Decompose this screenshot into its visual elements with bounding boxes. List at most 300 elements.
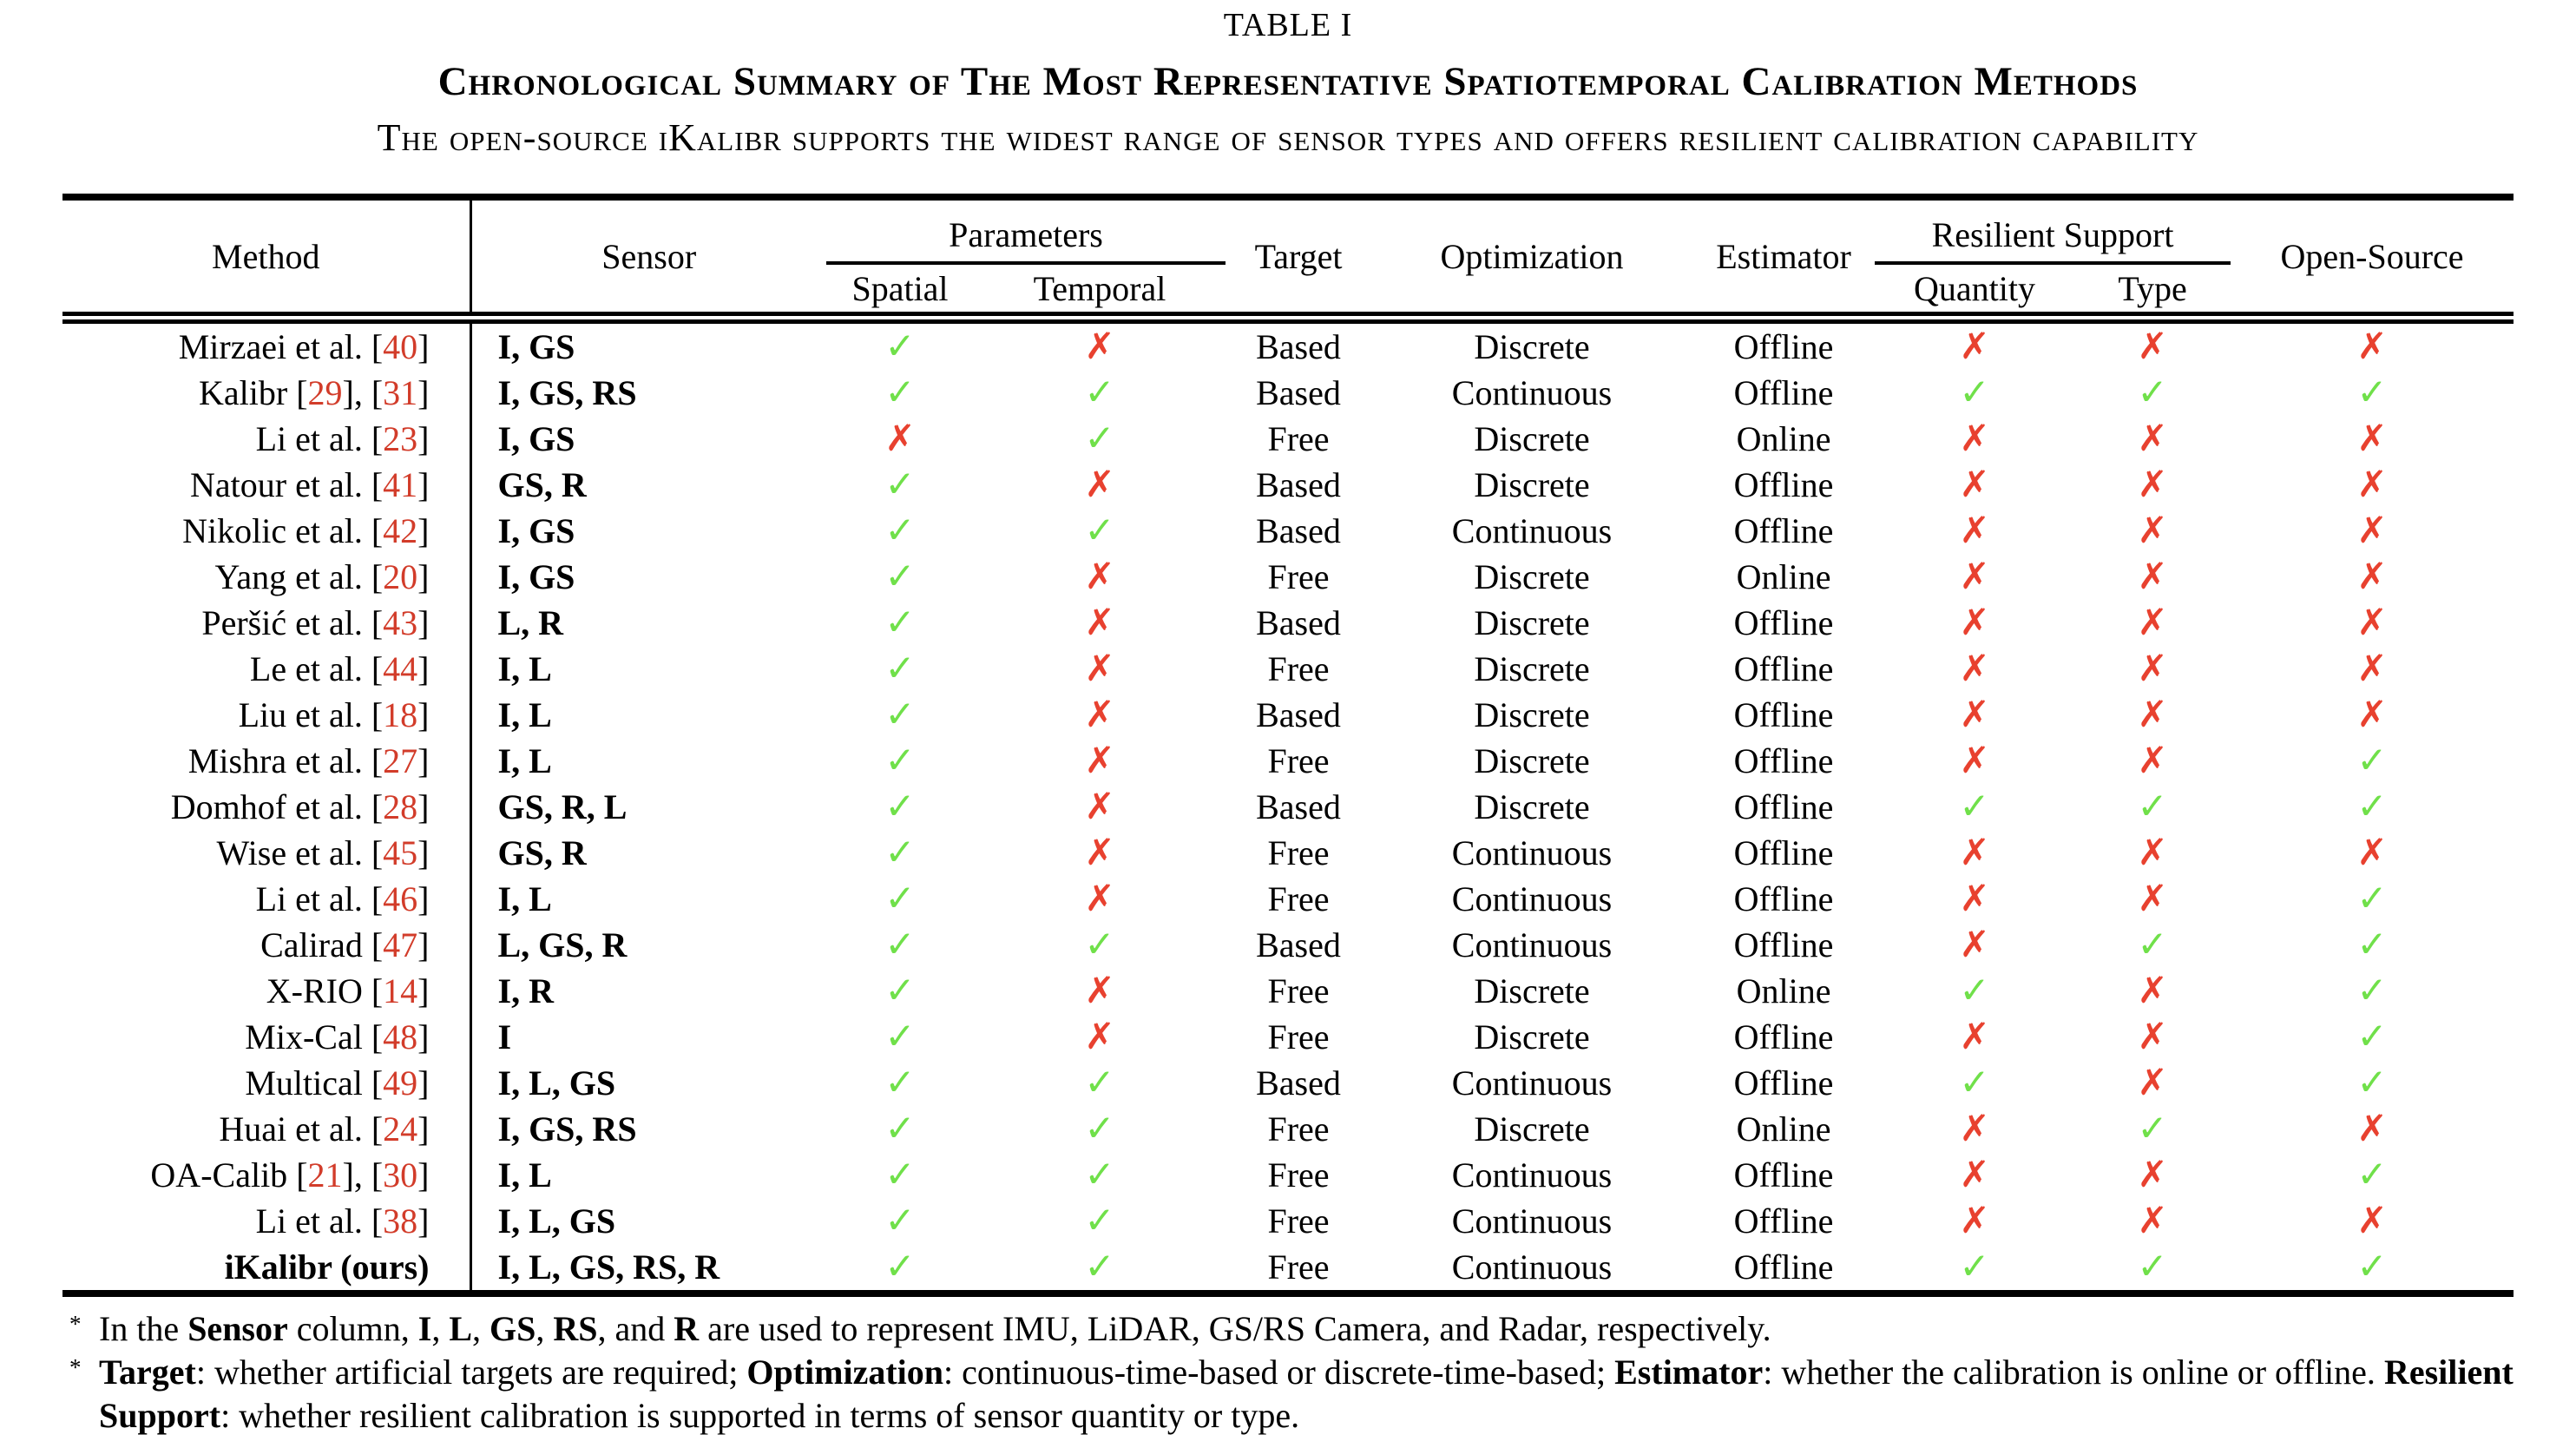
estimator-cell: Offline — [1733, 649, 1834, 688]
column-header-sensor: Sensor — [470, 197, 826, 318]
check-icon: ✓ — [884, 831, 916, 873]
optimization-cell: Continuous — [1451, 511, 1613, 550]
sensor-cell: I, GS, RS — [470, 1106, 826, 1152]
check-icon: ✓ — [2137, 1245, 2168, 1287]
check-cell — [1875, 370, 2074, 416]
check-icon: ✓ — [2356, 923, 2388, 965]
optimization-cell: Discrete — [1474, 419, 1590, 458]
check-cell — [974, 922, 1226, 968]
target-cell: Based — [1256, 695, 1341, 734]
estimator-cell: Online — [1736, 1109, 1831, 1149]
estimator-cell: Offline — [1733, 741, 1834, 780]
cross-icon: ✗ — [1084, 969, 1115, 1011]
cross-icon: ✗ — [1084, 831, 1115, 873]
table-row — [62, 1152, 2514, 1198]
table-row — [62, 784, 2514, 830]
citation-link[interactable]: 24 — [383, 1109, 418, 1149]
table-row — [62, 1106, 2514, 1152]
cross-cell — [1875, 692, 2074, 738]
cross-icon: ✗ — [1959, 325, 1990, 367]
cross-icon: ✗ — [2137, 739, 2168, 781]
method-cell: Li et al. [46] — [255, 879, 430, 918]
cross-cell — [2074, 968, 2231, 1014]
estimator-cell: Offline — [1733, 833, 1834, 872]
sensor-cell: I, L — [470, 738, 826, 784]
method-cell: Wise et al. [45] — [216, 833, 430, 872]
cross-icon: ✗ — [1084, 877, 1115, 919]
cross-cell — [2074, 1152, 2231, 1198]
check-icon: ✓ — [884, 1107, 916, 1149]
cross-cell — [974, 554, 1226, 600]
citation-link[interactable]: 23 — [383, 419, 418, 458]
cross-icon: ✗ — [1959, 1015, 1990, 1057]
check-cell — [826, 1152, 974, 1198]
check-icon: ✓ — [884, 463, 916, 505]
cross-cell — [974, 462, 1226, 508]
cross-cell — [1875, 554, 2074, 600]
check-cell — [974, 1106, 1226, 1152]
check-icon: ✓ — [1959, 371, 1990, 413]
citation-link[interactable]: 28 — [383, 787, 418, 826]
cross-icon: ✗ — [2137, 1015, 2168, 1057]
cross-cell — [2074, 692, 2231, 738]
sensor-cell: GS, R, L — [470, 784, 826, 830]
citation-link[interactable]: 42 — [383, 511, 418, 550]
cross-cell — [1875, 922, 2074, 968]
cross-icon: ✗ — [1084, 647, 1115, 689]
cross-icon: ✗ — [1084, 1015, 1115, 1057]
cross-icon: ✗ — [2137, 1199, 2168, 1241]
target-cell: Free — [1267, 1201, 1330, 1241]
check-icon: ✓ — [1084, 417, 1115, 459]
check-icon: ✓ — [884, 555, 916, 597]
cross-cell — [826, 416, 974, 462]
cross-icon: ✗ — [2356, 555, 2388, 597]
column-header-quantity: Quantity — [1875, 263, 2074, 318]
citation-link[interactable]: 38 — [383, 1201, 418, 1241]
cross-cell — [1875, 318, 2074, 370]
optimization-cell: Discrete — [1474, 741, 1590, 780]
cross-icon: ✗ — [1959, 877, 1990, 919]
column-header-target: Target — [1226, 197, 1371, 318]
check-icon: ✓ — [884, 647, 916, 689]
column-header-method: Method — [62, 197, 470, 318]
table-number: TABLE I — [1223, 7, 1353, 43]
citation-link[interactable]: 27 — [383, 741, 418, 780]
check-cell — [1875, 1244, 2074, 1293]
cross-cell — [1875, 508, 2074, 554]
check-icon: ✓ — [1084, 1061, 1115, 1103]
target-cell: Free — [1267, 879, 1330, 918]
cross-cell — [2074, 738, 2231, 784]
estimator-cell: Online — [1736, 419, 1831, 458]
optimization-cell: Discrete — [1474, 603, 1590, 642]
optimization-cell: Continuous — [1451, 925, 1613, 964]
optimization-cell: Discrete — [1474, 465, 1590, 504]
cross-cell — [1875, 876, 2074, 922]
check-icon: ✓ — [884, 923, 916, 965]
sensor-cell: L, GS, R — [470, 922, 826, 968]
check-cell — [826, 1106, 974, 1152]
target-cell: Based — [1256, 327, 1341, 366]
citation-link[interactable]: 14 — [383, 971, 418, 1010]
citation-link[interactable]: 40 — [383, 327, 418, 366]
citation-link[interactable]: 30 — [383, 1155, 418, 1195]
check-icon: ✓ — [1084, 1199, 1115, 1241]
check-icon: ✓ — [2137, 785, 2168, 827]
check-cell — [974, 508, 1226, 554]
cross-cell — [1875, 1106, 2074, 1152]
table-row — [62, 600, 2514, 646]
check-cell — [826, 692, 974, 738]
target-cell: Based — [1256, 511, 1341, 550]
table-row — [62, 370, 2514, 416]
table-row — [62, 1244, 2514, 1293]
target-cell: Free — [1267, 1017, 1330, 1056]
cross-icon: ✗ — [1084, 693, 1115, 735]
method-cell: Domhof et al. [28] — [170, 787, 430, 826]
column-header-optimization: Optimization — [1371, 197, 1692, 318]
cross-icon: ✗ — [1084, 325, 1115, 367]
check-icon: ✓ — [1959, 785, 1990, 827]
check-cell — [826, 646, 974, 692]
cross-icon: ✗ — [2137, 555, 2168, 597]
check-cell — [974, 370, 1226, 416]
target-cell: Free — [1267, 1155, 1330, 1195]
method-cell: Calirad [47] — [260, 925, 430, 964]
cross-cell — [2074, 600, 2231, 646]
check-cell — [974, 1152, 1226, 1198]
cross-icon: ✗ — [1959, 693, 1990, 735]
check-cell — [826, 318, 974, 370]
check-cell — [826, 738, 974, 784]
optimization-cell: Discrete — [1474, 971, 1590, 1010]
cross-icon: ✗ — [1959, 509, 1990, 551]
optimization-cell: Continuous — [1371, 1244, 1692, 1293]
table-row — [62, 462, 2514, 508]
cross-icon: ✗ — [1959, 463, 1990, 505]
check-cell — [974, 1060, 1226, 1106]
cross-cell — [974, 1014, 1226, 1060]
estimator-cell: Offline — [1733, 1155, 1834, 1195]
check-icon: ✓ — [2356, 1245, 2388, 1287]
cross-cell — [2231, 508, 2514, 554]
sensor-cell: L, R — [470, 600, 826, 646]
sensor-cell: I, L, GS, RS, R — [470, 1244, 826, 1293]
check-icon: ✓ — [2356, 1153, 2388, 1195]
cross-icon: ✗ — [2356, 647, 2388, 689]
check-cell — [826, 876, 974, 922]
sensor-cell: I, R — [470, 968, 826, 1014]
cross-icon: ✗ — [2137, 463, 2168, 505]
method-cell: Kalibr [29], [31] — [199, 373, 430, 412]
sensor-cell: I, GS, RS — [470, 370, 826, 416]
sensor-cell: I, L — [470, 692, 826, 738]
cross-icon: ✗ — [1084, 463, 1115, 505]
cross-cell — [2074, 318, 2231, 370]
check-icon: ✓ — [884, 1015, 916, 1057]
footnote-marker: * — [69, 1311, 82, 1337]
cross-cell — [1875, 462, 2074, 508]
table-row — [62, 646, 2514, 692]
cross-cell — [2074, 416, 2231, 462]
check-icon: ✓ — [1084, 923, 1115, 965]
cross-cell — [974, 318, 1226, 370]
table-row — [62, 968, 2514, 1014]
method-cell: Yang et al. [20] — [214, 557, 430, 596]
check-icon: ✓ — [1084, 371, 1115, 413]
cross-icon: ✗ — [2356, 693, 2388, 735]
table-caption — [0, 5, 2576, 161]
method-cell: Huai et al. [24] — [219, 1109, 430, 1149]
check-cell — [826, 1014, 974, 1060]
cross-cell — [1875, 416, 2074, 462]
citation-link[interactable]: 29 — [307, 373, 343, 412]
cross-cell — [2231, 600, 2514, 646]
sensor-cell: GS, R — [470, 462, 826, 508]
cross-icon: ✗ — [2137, 877, 2168, 919]
check-cell — [974, 416, 1226, 462]
optimization-cell: Continuous — [1451, 1201, 1613, 1241]
cross-icon: ✗ — [2137, 969, 2168, 1011]
check-icon: ✓ — [884, 1061, 916, 1103]
cross-icon: ✗ — [2356, 1107, 2388, 1149]
check-cell — [2231, 1152, 2514, 1198]
method-cell: Liu et al. [18] — [238, 695, 430, 734]
check-icon: ✓ — [2137, 1107, 2168, 1149]
check-icon: ✓ — [2356, 371, 2388, 413]
sensor-cell: I, L, GS — [470, 1060, 826, 1106]
check-cell — [1875, 968, 2074, 1014]
estimator-cell: Offline — [1733, 695, 1834, 734]
estimator-cell: Offline — [1733, 465, 1834, 504]
cross-cell — [974, 968, 1226, 1014]
check-cell — [2231, 1060, 2514, 1106]
method-cell: Natour et al. [41] — [190, 465, 430, 504]
estimator-cell: Offline — [1733, 373, 1834, 412]
cross-cell — [2231, 554, 2514, 600]
column-header-spatial: Spatial — [826, 263, 974, 318]
table-row — [62, 554, 2514, 600]
check-icon: ✓ — [1959, 969, 1990, 1011]
cross-cell — [2074, 830, 2231, 876]
cross-cell — [1875, 646, 2074, 692]
method-cell: Mishra et al. [27] — [187, 741, 430, 780]
cross-cell — [1875, 600, 2074, 646]
cross-cell — [2074, 646, 2231, 692]
column-header-type: Type — [2074, 263, 2231, 318]
cross-cell — [2074, 1014, 2231, 1060]
estimator-cell: Offline — [1733, 511, 1834, 550]
cross-icon: ✗ — [2356, 417, 2388, 459]
method-cell: Nikolic et al. [42] — [182, 511, 430, 550]
sensor-cell: I, L — [470, 876, 826, 922]
cross-cell — [974, 830, 1226, 876]
estimator-cell: Offline — [1733, 327, 1834, 366]
citation-link[interactable]: 48 — [383, 1017, 418, 1056]
cross-cell — [2074, 508, 2231, 554]
optimization-cell: Discrete — [1474, 787, 1590, 826]
estimator-cell: Offline — [1733, 879, 1834, 918]
citation-link[interactable]: 45 — [383, 833, 418, 872]
sensor-cell: I, L — [470, 1152, 826, 1198]
target-cell: Based — [1256, 787, 1341, 826]
check-cell — [2231, 1244, 2514, 1293]
cross-icon: ✗ — [1084, 601, 1115, 643]
target-cell: Based — [1256, 373, 1341, 412]
check-cell — [2231, 784, 2514, 830]
estimator-cell: Offline — [1733, 1063, 1834, 1102]
citation-link[interactable]: 46 — [383, 879, 418, 918]
cross-cell — [2231, 462, 2514, 508]
check-cell — [1875, 784, 2074, 830]
check-cell — [826, 508, 974, 554]
cross-cell — [2231, 1106, 2514, 1152]
method-cell: OA-Calib [21], [30] — [150, 1155, 430, 1195]
method-cell: Le et al. [44] — [249, 649, 430, 688]
target-cell: Free — [1267, 1109, 1330, 1149]
citation-link[interactable]: 31 — [383, 373, 418, 412]
cross-cell — [974, 738, 1226, 784]
cross-cell — [974, 784, 1226, 830]
cross-icon: ✗ — [884, 417, 916, 459]
check-cell — [974, 1198, 1226, 1244]
sensor-cell: GS, R — [470, 830, 826, 876]
target-cell: Free — [1267, 419, 1330, 458]
table-row — [62, 1198, 2514, 1244]
check-cell — [2231, 370, 2514, 416]
footnote — [69, 1307, 2514, 1351]
citation-link[interactable]: 21 — [307, 1155, 343, 1195]
optimization-cell: Discrete — [1474, 1109, 1590, 1149]
cross-icon: ✗ — [1959, 923, 1990, 965]
optimization-cell: Continuous — [1451, 879, 1613, 918]
cross-cell — [2074, 462, 2231, 508]
target-cell: Based — [1256, 925, 1341, 964]
column-group-resilient-support: Resilient Support — [1875, 197, 2231, 263]
table-row — [62, 416, 2514, 462]
optimization-cell: Discrete — [1474, 327, 1590, 366]
check-cell — [2074, 1244, 2231, 1293]
cross-cell — [2231, 830, 2514, 876]
check-cell — [2074, 922, 2231, 968]
cross-icon: ✗ — [2356, 1199, 2388, 1241]
cross-icon: ✗ — [2356, 509, 2388, 551]
optimization-cell: Continuous — [1451, 833, 1613, 872]
optimization-cell: Discrete — [1474, 649, 1590, 688]
check-icon: ✓ — [2137, 923, 2168, 965]
check-cell — [826, 462, 974, 508]
cross-icon: ✗ — [2137, 693, 2168, 735]
check-cell — [826, 370, 974, 416]
check-cell — [2074, 784, 2231, 830]
table-wrapper — [0, 194, 2576, 1297]
check-icon: ✓ — [1084, 1153, 1115, 1195]
cross-icon: ✗ — [2137, 509, 2168, 551]
cross-icon: ✗ — [1084, 739, 1115, 781]
method-cell: Li et al. [23] — [255, 419, 430, 458]
citation-link[interactable]: 43 — [383, 603, 418, 642]
table-row — [62, 1060, 2514, 1106]
citation-link[interactable]: 49 — [383, 1063, 418, 1102]
cross-icon: ✗ — [2137, 831, 2168, 873]
check-icon: ✓ — [1084, 1107, 1115, 1149]
estimator-cell: Offline — [1733, 787, 1834, 826]
cross-cell — [1875, 1014, 2074, 1060]
cross-cell — [974, 646, 1226, 692]
estimator-cell: Offline — [1733, 603, 1834, 642]
check-icon: ✓ — [1084, 509, 1115, 551]
citation-link[interactable]: 20 — [383, 557, 418, 596]
target-cell: Based — [1256, 603, 1341, 642]
target-cell: Free — [1267, 557, 1330, 596]
check-cell — [974, 1244, 1226, 1293]
cross-icon: ✗ — [2137, 1153, 2168, 1195]
check-icon: ✓ — [884, 693, 916, 735]
check-icon: ✓ — [1959, 1061, 1990, 1103]
citation-link[interactable]: 18 — [383, 695, 418, 734]
citation-link[interactable]: 41 — [383, 465, 418, 504]
cross-icon: ✗ — [1959, 1153, 1990, 1195]
cross-cell — [2074, 554, 2231, 600]
check-cell — [826, 600, 974, 646]
check-icon: ✓ — [884, 1153, 916, 1195]
check-cell — [1875, 1060, 2074, 1106]
sensor-cell: I, GS — [470, 508, 826, 554]
citation-link[interactable]: 47 — [383, 925, 418, 964]
cross-icon: ✗ — [2137, 601, 2168, 643]
table-row — [62, 508, 2514, 554]
cross-cell — [1875, 830, 2074, 876]
check-icon: ✓ — [2137, 371, 2168, 413]
cross-cell — [2074, 1198, 2231, 1244]
estimator-cell: Offline — [1733, 925, 1834, 964]
estimator-cell: Offline — [1733, 1017, 1834, 1056]
check-icon: ✓ — [884, 325, 916, 367]
method-cell: Li et al. [38] — [255, 1201, 430, 1241]
check-icon: ✓ — [884, 877, 916, 919]
cross-icon: ✗ — [1959, 417, 1990, 459]
sensor-cell: I, GS — [470, 554, 826, 600]
check-icon: ✓ — [1959, 1245, 1990, 1287]
check-icon: ✓ — [1084, 1245, 1115, 1287]
estimator-cell: Offline — [1692, 1244, 1875, 1293]
table-body — [62, 318, 2514, 1293]
check-cell — [826, 784, 974, 830]
check-cell — [2231, 876, 2514, 922]
footnotes — [0, 1297, 2576, 1438]
method-cell: X-RIO [14] — [266, 971, 430, 1010]
check-cell — [2074, 1106, 2231, 1152]
cross-cell — [974, 600, 1226, 646]
cross-icon: ✗ — [1959, 601, 1990, 643]
method-cell: Mix-Cal [48] — [245, 1017, 430, 1056]
sensor-cell: I, L, GS — [470, 1198, 826, 1244]
column-header-open-source: Open-Source — [2231, 197, 2514, 318]
table-row — [62, 318, 2514, 370]
table-row — [62, 830, 2514, 876]
citation-link[interactable]: 44 — [383, 649, 418, 688]
check-icon: ✓ — [884, 1245, 916, 1287]
target-cell: Based — [1256, 465, 1341, 504]
cross-cell — [2231, 692, 2514, 738]
optimization-cell: Continuous — [1451, 1063, 1613, 1102]
check-icon: ✓ — [884, 1199, 916, 1241]
optimization-cell: Discrete — [1474, 695, 1590, 734]
cross-cell — [1875, 738, 2074, 784]
table-subtitle: The open-source iKalibr supports the widest range of sensor types and offers resilient calibration capability — [377, 116, 2199, 159]
cross-icon: ✗ — [1959, 1199, 1990, 1241]
